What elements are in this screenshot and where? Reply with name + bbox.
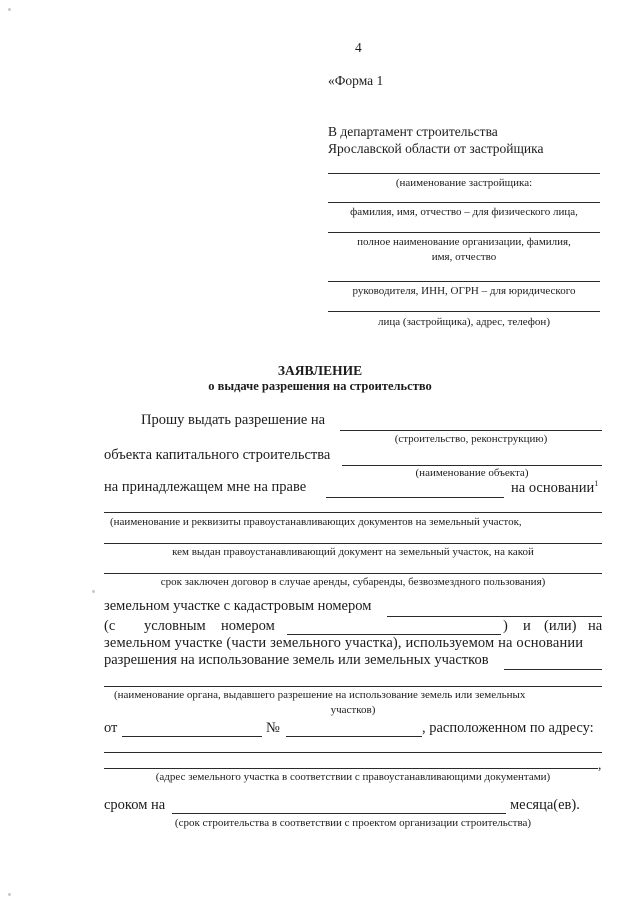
title-documents-field-2[interactable] [104, 543, 602, 544]
addressee-hint-3a: полное наименование организации, фамилия, [357, 236, 571, 248]
issuing-authority-hint-1: (наименование органа, выдавшего разрешение на использование земель или земельных [114, 689, 526, 701]
addressee-blank-5 [328, 311, 600, 312]
form-label: «Форма 1 [328, 73, 384, 88]
addressee-line-1: В департамент строительства [328, 124, 498, 139]
object-name-field[interactable] [342, 465, 602, 466]
construction-type-field[interactable] [340, 430, 602, 431]
address-field-1[interactable] [104, 752, 602, 753]
permit-number-field[interactable] [286, 736, 422, 737]
title-documents-hint-3: срок заключен договор в случае аренды, субаренды, безвозмездного пользования) [160, 576, 546, 588]
issuing-authority-field[interactable] [104, 686, 602, 687]
cadastral-number-field[interactable] [387, 616, 602, 617]
number-sign: № [266, 720, 280, 736]
object-name-hint: (наименование объекта) [415, 467, 529, 479]
months-text: месяца(ев). [510, 797, 580, 813]
footnote-mark: 1 [594, 479, 599, 488]
addressee-hint-3b: имя, отчество [431, 251, 497, 263]
conditional-word: условным [144, 618, 206, 634]
addressee-blank-4 [328, 281, 600, 282]
date-field[interactable] [122, 736, 262, 737]
title-documents-hint-2: кем выдан правоустанавливающий документ на земельный участок, на какой [172, 546, 534, 558]
land-part-text: земельном участке (части земельного участка), используемом на основании [104, 635, 584, 651]
addressee-blank-3 [328, 232, 600, 233]
addressee-blank-1 [328, 173, 600, 174]
term-text: сроком на [104, 797, 166, 813]
object-text: объекта капитального строительства [104, 447, 331, 463]
document-title: ЗАЯВЛЕНИЕ [277, 363, 363, 378]
from-text: от [104, 720, 118, 736]
page-number: 4 [355, 40, 362, 55]
cadastral-text: земельном участке с кадастровым номером [104, 598, 372, 614]
basis-text: на основании$^1$ [511, 479, 599, 496]
addressee-hint-4: руководителя, ИНН, ОГРН – для юридического [352, 285, 576, 297]
addressee-blank-2 [328, 202, 600, 203]
conditional-open: (с [104, 618, 116, 634]
addressee-hint-1: (наименование застройщика: [395, 177, 533, 189]
address-comma: , [598, 757, 602, 772]
request-text: Прошу выдать разрешение на [141, 412, 326, 428]
ownership-text: на принадлежащем мне на праве [104, 479, 307, 495]
scan-speck [92, 590, 95, 593]
term-hint: (срок строительства в соответствии с проектом организации строительства) [174, 817, 532, 829]
title-documents-field[interactable] [104, 512, 602, 513]
scan-speck [8, 8, 11, 11]
number-word: номером [221, 618, 275, 634]
title-documents-field-3[interactable] [104, 573, 602, 574]
addressee-hint-5: лица (застройщика), адрес, телефон) [378, 316, 550, 328]
permission-field[interactable] [504, 669, 602, 670]
permission-text: разрешения на использование земель или земельных участков [104, 652, 489, 668]
scan-speck [8, 893, 11, 896]
addressee-line-2: Ярославской области от застройщика [328, 141, 544, 156]
conditional-close: ) [503, 618, 508, 634]
and-word: и [523, 618, 531, 634]
address-text: , расположенном по адресу: [422, 720, 594, 736]
address-hint: (адрес земельного участка в соответствии с правоустанавливающими документами) [155, 771, 551, 783]
address-field-2[interactable] [104, 768, 598, 769]
addressee-hint-2: фамилия, имя, отчество – для физического лица, [350, 206, 578, 218]
title-documents-hint-1: (наименование и реквизиты правоустанавливающих документов на земельный участок, [110, 516, 522, 528]
issuing-authority-hint-2: участков) [330, 704, 376, 716]
right-type-field[interactable] [326, 497, 504, 498]
construction-type-hint: (строительство, реконструкцию) [394, 433, 548, 445]
or-word: (или) [544, 618, 577, 634]
term-field[interactable] [172, 813, 506, 814]
on-word: на [588, 618, 603, 634]
document-subtitle: о выдаче разрешения на строительство [208, 379, 432, 393]
